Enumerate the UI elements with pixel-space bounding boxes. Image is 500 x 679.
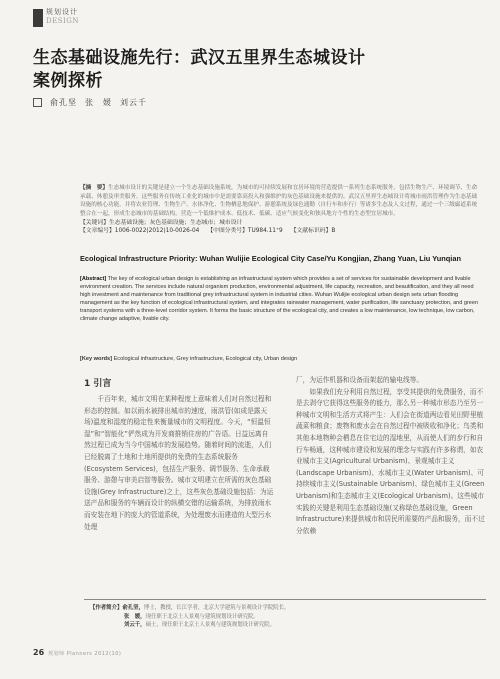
- section-heading: 1 引言: [84, 379, 112, 389]
- author-square-icon: [33, 98, 42, 107]
- author-note: [90, 621, 480, 630]
- abstract-chinese: [80, 184, 482, 218]
- column-marker: [33, 9, 43, 27]
- column-header: [33, 9, 79, 27]
- abstract-text: 生态城市设计的关键是建立一个生态基础设施系统，为城市的可持续发展和宜居环境的营造提供一系列生态系统服务。包括生物生产、环境调节、生命承载、休憩及审美服务。这些服务在传统工业化的城市中是需要靠高投入和强维护的灰色基础设施来提供的。武汉五里界生态城设计将城市雨洪管理作为生态基础设施的核心功能，并将农业管理、生物生产、水体净化、生物栖息地保护、游憩系统及绿色通勤（自行车和步行）等诸多生态及人文过程，通过一个三级廊道系统整合在一起，形成生态城市的基础结构，营造一个低维护成本、低技术、低碳、适应气候变化和独具地方个性的生态型宜居城市。: [80, 185, 478, 217]
- title-line-2: 案例探析: [33, 71, 103, 91]
- author-name: 俞孔坚: [50, 98, 77, 107]
- title-line-1: 生态基础设施先行：武汉五里界生态城设计: [33, 48, 366, 68]
- abstract-label: 【摘 要】: [80, 185, 108, 191]
- column-name-en: DESIGN: [46, 17, 79, 25]
- author-note-name: 【作者简介】俞孔坚，: [90, 605, 144, 611]
- author-note: [90, 613, 480, 622]
- keywords-zh: 【关键词】生态基础设施；灰色基础设施；生态城市；城市设计: [80, 220, 243, 226]
- abstract-en-label: [Abstract]: [80, 276, 107, 282]
- body-column-right: [296, 375, 486, 537]
- article-title: [33, 47, 473, 93]
- article-number: 【文章编号】1006-0022(2012)10-0026-04: [80, 228, 200, 235]
- abstract-en-text: The key of ecological urban design is establishing an infrastructural system which provides a set of services for sustainable development and livable environment creation. The services include natural organism production, environmental adjustment, life capacity, recreation, and beautification, and they all need high investment and maintenance from traditional grey infrastructural system in industrial cities. Wuhan Wulijie ecological urban design sets urban flooding management as the key function of ecological infrastructural system, and integrates rainwater management, water purification, life sanctuary protection, and green transport systems with a three-level corridor system. It forms the basic structure of the ecological city, and creates a low maintenance, low technique, low carbon, climate change adaptive, livable city.: [80, 276, 479, 322]
- author-notes: [90, 604, 480, 630]
- keywords-english: [80, 356, 482, 362]
- journal-name: 规划师 Planners 2012(10): [48, 651, 122, 657]
- page-footer: [33, 648, 121, 657]
- paragraph: 千百年来，城市文明在某种程度上意味着人们对自然过程和形态的控制。如以雨水被排出城市的速度，雨洪管(如成是露天场)温度和湿度的稳定性来衡量城市的文明程度。今天，“恒温恒湿”和“智能化”俨然成为开发商推销住房的广告语。日益远离自然过程已成为当今中国城市的发展趋势。随着时间的流逝，人们已经脱离了土地和土地所提供的免费的生态系统服务(Ecosystem Services)，包括生产服务、调节服务、生命承载服务、游憩与审美启智等服务。城市文明建立在所需的灰色基础设施(Grey Infrastructure)之上，这些灰色基础设施包括：为运送产品和服务的车辆而设计的纵横交错的运输系统，为排放雨水而安装在地下的庞大的管道系统，为处理废水而建造的大型污水处理: [84, 395, 274, 531]
- author-note-name: 张 媛，: [124, 613, 146, 620]
- author-note-text: 硕士，现任职于北京土人景观与建筑规划设计研究院。: [145, 622, 275, 629]
- author-note-name: 刘云千，: [124, 622, 146, 629]
- author-name: 刘云千: [120, 98, 147, 107]
- author-name: 张 媛: [85, 98, 112, 107]
- column-name: 规划设计: [46, 8, 78, 16]
- author-note-text: 现任职于北京土人景观与建筑规划设计研究院。: [145, 613, 259, 620]
- keywords-en-text: Ecological infrastructure, Grey infrastructure, Ecological city, Urban design: [112, 356, 298, 362]
- footnote-divider: [84, 599, 486, 600]
- paragraph: 厂，为运作机器和设备而架起的输电线等。: [296, 376, 424, 384]
- paragraph: 如果我们充分利用自然过程，享受其提供的免费服务，而不是去剥夺它获得这些服务的能力，那么另一种城市形态乃至另一种城市文明和生活方式将产生：人们会在街道两边看见田野里植蔬菜和粮食；废物和废水会在自然过程中被吸收和净化；鸟类和其他本地物种会栖息在住宅边的湿地里，从而使人们的步行和自行车畅通，这种城市建设和发展的理念与实践有许多称谓，如农业城市主义(Agricultural Urbanism)、景观城市主义(Landscape Urbanism)、水城市主义(Water Urbanism)、可持续城市主义(Sustainable Urbanism)、绿色城市主义(Green Urbanism)和生态城市主义(Ecological Urbanism)。这些城市实践的关键是利用生态基础设施(又称绿色基础设施，Green Infrastructure)来提供城市和居民所需要的产品和服务，而不过分依赖: [296, 387, 485, 535]
- keywords-en-label: [Key words]: [80, 356, 113, 362]
- abstract-english: [80, 276, 482, 323]
- body-column-left: [84, 394, 274, 533]
- english-title: Ecological Infrastructure Priority: Wuhan Wulijie Ecological City Case/Yu Kongjian, Zhang Yuan, Liu Yunqian: [80, 254, 461, 263]
- article-metadata: [80, 219, 482, 236]
- author-list: [33, 97, 147, 108]
- document-code: 【文献标识码】B: [290, 228, 336, 235]
- page-number: 26: [33, 648, 45, 657]
- classification-number: 【中图分类号】TU984.11⁺9: [207, 228, 283, 235]
- author-note-text: 博士，教授，长江学者，北京大学建筑与景观设计学院院长。: [143, 605, 290, 611]
- author-note: [90, 604, 480, 613]
